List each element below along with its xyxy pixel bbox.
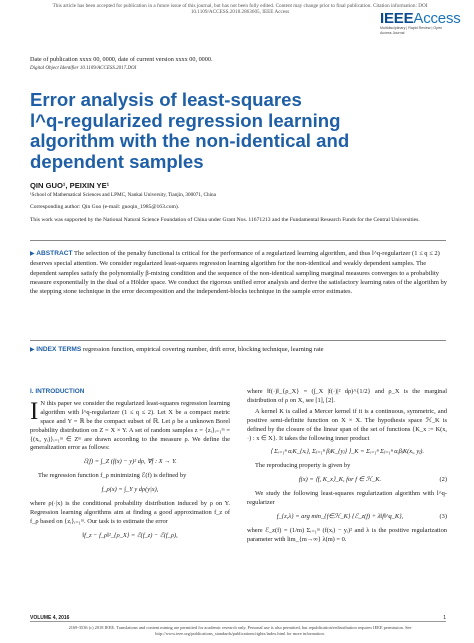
equation-number: (3): [439, 512, 447, 520]
left-column: [30, 388, 230, 546]
equation-number: (2): [439, 476, 447, 484]
page-number: 1: [443, 615, 446, 621]
equation-regression-function: f_ρ(x) = ∫_Y y dρ(y|x),: [101, 486, 159, 494]
author-affiliation: ¹School of Mathematical Sciences and LPMC, Nankai University, Tianjin, 300071, China: [30, 192, 216, 198]
paragraph: where ‖f(·)‖_{ρ_X} = (∫_X |f(·)|² dρ)^{1/2} and ρ_X is the marginal distribution of ρ on X, see [1], [2].: [247, 388, 447, 404]
acceptance-notice-line2: 10.1109/ACCESS.2018.2863605, IEEE Access: [190, 9, 290, 16]
logo-main-text: IEEE: [380, 10, 414, 27]
divider: [30, 240, 446, 241]
index-terms-label: INDEX TERMS: [36, 346, 82, 353]
doi-line: Digital Object Identifier 10.1109/ACCESS.2017.DOI: [30, 66, 137, 71]
divider: [30, 621, 446, 622]
abstract-label: ABSTRACT: [36, 250, 73, 257]
equation-generalization-error: ℰ(f) = ∫_Z (f(x) − y)² dρ, ∀f : X → Y.: [83, 458, 177, 466]
triangle-bullet-icon: ▶: [30, 347, 35, 353]
copyright-line1: 2169-3536 (c) 2018 IEEE. Translations and content mining are permitted for academic research only. Personal use is also permitted, but republication/redistribution requires IEEE permission. See: [68, 625, 412, 630]
equation-inner-product: ⟨ Σᵢ₌₁ⁿ αᵢK_{xᵢ}, Σⱼ₌₁ⁿ βⱼK_{yⱼ} ⟩_K = Σᵢ₌₁ⁿ Σⱼ₌₁ⁿ αᵢβⱼK(xᵢ, yⱼ).: [270, 448, 424, 456]
index-terms-block: [30, 345, 450, 355]
title-line2: l^q-regularized regression learning: [30, 109, 341, 131]
corresponding-author: Corresponding author: Qin Guo (e-mail: guoqin_1985@163.com).: [30, 204, 180, 210]
equation: [30, 458, 230, 467]
page-header: [0, 0, 474, 36]
publication-dates: Date of publication xxxx 00, 0000, date of current version xxxx 00, 0000.: [30, 56, 213, 63]
logo-thin-text: Access: [413, 10, 461, 27]
intro-text: N this paper we consider the regularized least-squares regression learning algorithm with l^q-regularizer (1 ≤ q ≤ 2). Let X be a compact metric space and Y = ℝ be the compact subset of ℝ. Let ρ be a unknown Borel probability distribution on Z = X × Y. A set of random samples z = {zᵢ}ᵢ₌₁ᵐ = {(xᵢ, yᵢ)}ᵢ₌₁ᵐ ∈ Zᵐ are drawn according to the measure ρ. We define the generalization error as follows:: [30, 399, 230, 452]
equation-algorithm: f_{z,λ} = arg min_{f∈ℋ_K} {ℰ_z(f) + λ‖f‖^q_K},: [276, 512, 404, 520]
equation: [30, 532, 230, 541]
paper-title: [30, 90, 390, 172]
logo-tagline: Multidisciplinary | Rapid Review | Open Access Journal: [380, 26, 443, 35]
paragraph: where ℰ_z(f) = (1/m) Σᵢ₌₁ᵐ (f(xᵢ) − yᵢ)² and λ is the positive regularization parameter with lim_{m→∞} λ(m) = 0.: [247, 526, 447, 543]
title-line1: Error analysis of least-squares: [30, 89, 302, 110]
funding-note: This work was supported by the National Natural Science Foundation of China under Grant Nos. 11671213 and the Fundamental Research Funds for the Central Universities.: [30, 217, 420, 223]
title-line3: algorithm with the non-identical and: [30, 130, 350, 151]
acceptance-notice-line1: This article has been accepted for publication in a future issue of this journal, but has not been fully edited. Content may change prior to final publication. Citation information: DOI: [52, 3, 428, 9]
abstract-block: [30, 249, 450, 296]
paragraph: The reproducing property is given by: [255, 462, 351, 470]
abstract-text: The selection of the penalty functional is critical for the performance of a regularized learning algorithm, and thus l^q-regularizer (1 ≤ q ≤ 2) deserves special attention. We consider regularized least-squares regression learning algorithm for the non-identical and weakly dependent samples. The dependent samples satisfy the polynomially β-mixing condition and the sequence of the non-identical sampling marginal measures converges to a probability measure exponentially in the dual of a Hölder space. We conduct the rigorous unified error analysis and derive the satisfactory learning rates of the algorithm by the stepping stone technique in the error decomposition and the independent-blocks technique in the sample error estimates.: [30, 250, 448, 296]
triangle-bullet-icon: ▶: [30, 251, 35, 257]
equation: [247, 513, 447, 522]
copyright-notice: [30, 625, 450, 636]
ieee-access-logo: [380, 10, 461, 36]
intro-paragraph: [30, 397, 230, 453]
equation: [247, 448, 447, 457]
equation-reproducing-property: f(x) = ⟨f, K_x⟩_K, for f ∈ ℋ_K.: [298, 476, 382, 484]
copyright-line2: http://www.ieee.org/publications_standards/publications/rights/index.html for more information.: [155, 630, 325, 636]
right-column: [247, 388, 447, 545]
author-names: QIN GUO¹, PEIXIN YE¹: [30, 181, 110, 190]
paragraph-mercer-kernel: A kernel K is called a Mercer kernel if it is a continuous, symmetric, and positive semi-definite function on X × X. The hypothesis space ℋ_K is defined by the closure of the linear span of the set of functions {K_x := K(x, ·) : x ∈ X}. It takes the following inner product: [247, 407, 447, 442]
divider: [30, 340, 446, 341]
paragraph: where ρ(·|x) is the conditional probability distribution induced by ρ on Y. Regression learning algorithms aim at finding a good approximation f_z of f_ρ based on {zᵢ}ᵢ₌₁ᵐ. Our task is to estimate the error: [30, 500, 230, 525]
paragraph: We study the following least-squares regularization algorithm with l^q-regularizer: [247, 490, 447, 507]
section-heading-introduction: I. INTRODUCTION: [30, 388, 85, 395]
volume-label: VOLUME 4, 2016: [30, 615, 70, 621]
equation: [247, 476, 447, 485]
title-line4: dependent samples: [30, 150, 204, 172]
paragraph: The regression function f_ρ minimizing ℰ(f) is defined by: [38, 472, 187, 480]
drop-cap: I: [30, 397, 39, 425]
equation: [30, 486, 230, 495]
index-terms-text: regression function, empirical covering number, drift error, blocking technique, learning rate: [82, 346, 324, 353]
equation-error: ‖f_z − f_ρ‖²_{ρ_X} = ℰ(f_z) − ℰ(f_ρ),: [82, 531, 178, 539]
